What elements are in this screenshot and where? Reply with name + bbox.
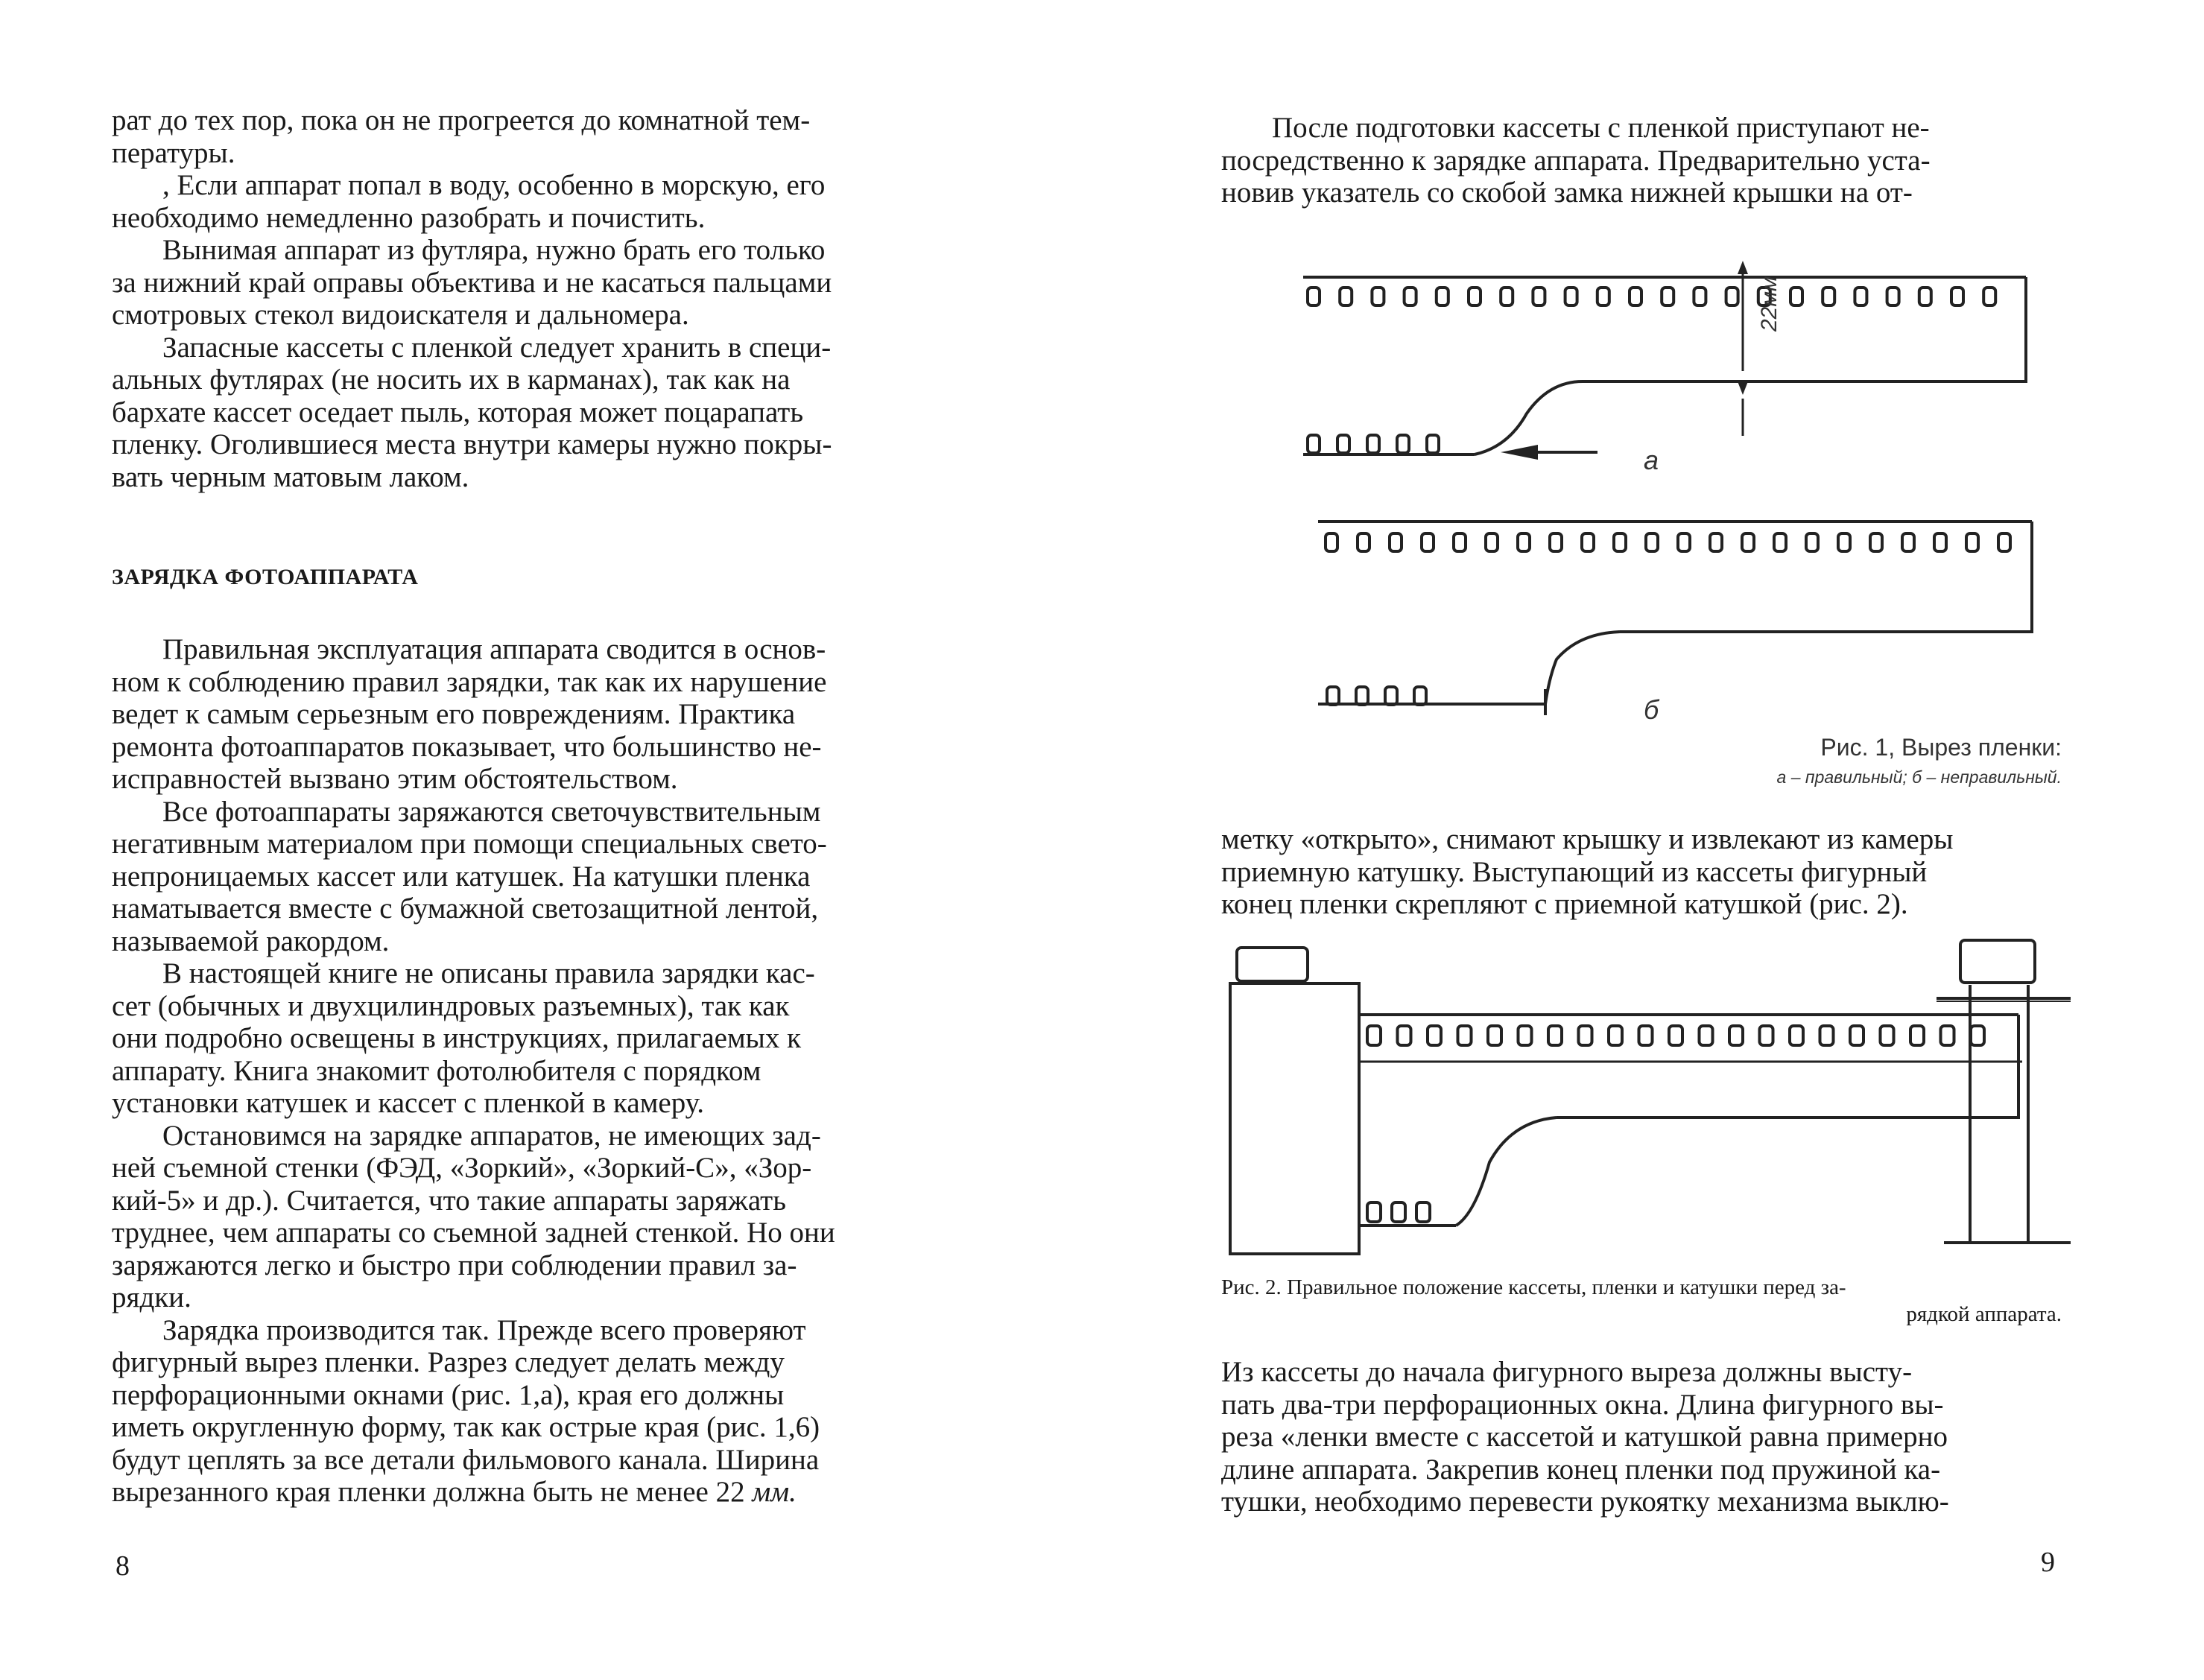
perforation-hole	[1367, 1026, 1381, 1045]
label-b: б	[1644, 694, 1659, 725]
perforation-hole	[1428, 1026, 1441, 1045]
perforation-hole	[1639, 1026, 1653, 1045]
loading-diagram	[1102, 0, 2204, 1304]
perforations-film-cut	[1367, 1202, 1430, 1222]
cassette-knob	[1237, 948, 1308, 981]
perforation-hole	[1941, 1026, 1954, 1045]
page-number: 9	[2041, 1547, 2055, 1578]
paragraph: Запасные кассеты с пленкой следует хранить в специ- альных футлярах (не носить их в карманах), так как на бархате кассет оседает пыль, которая может поцарапать пленку. Оголившиеся места внутри камеры нужно покры- вать черным матовым лаком.	[112, 331, 832, 493]
perforation-hole	[1850, 1026, 1863, 1045]
paragraph: Остановимся на зарядке аппаратов, не имеющих зад- ней съемной стенки (ФЭД, «Зоркий», «Зоркий-С», «Зор- кий-5» и др.). Считается, что такие аппараты заряжать труднее, чем аппараты со съемной задней стенкой. Но они заряжаются легко и быстро при соблюдении правил за- рядки.	[112, 1119, 835, 1313]
film-right-edge	[1557, 1015, 2018, 1118]
perforation-hole	[1548, 1026, 1562, 1045]
left-text-top	[112, 104, 982, 493]
perforation-hole	[1790, 1026, 1803, 1045]
dimension-label: 22мм	[1757, 276, 1782, 332]
figure-1-caption: Рис. 1, Вырез пленки: а – правильный; б – неправильный.	[1776, 734, 2062, 787]
label-a: а	[1644, 445, 1659, 475]
paragraph: После подготовки кассеты с пленкой приступают не- посредственно к зарядке аппарата. Предварительно уста- новив указатель со скобой замка нижней крышки на от-	[1221, 112, 1931, 209]
paragraph: метку «открыто», снимают крышку и извлекают из камеры приемную катушку. Выступающий из кассеты фигурный конец пленки скрепляют с приемной катушкой (рис. 2).	[1221, 823, 1954, 920]
page-number: 8	[115, 1550, 130, 1582]
perforation-hole	[1700, 1026, 1713, 1045]
paragraph: В настоящей книге не описаны правила зарядки кас- сет (обычных и двухцилиндровых разъемных), так как они подробно освещены в инструкциях, прилагаемых к аппарату. Книга знакомит фотолюбителя с порядком установки катушек и кассет с пленкой в камеру.	[112, 957, 815, 1119]
paragraph: Правильная эксплуатация аппарата сводится в основ- ном к соблюдению правил зарядки, так как их нарушение ведет к самым серьезным его повреждениям. Практика ремонта фотоаппаратов показывает, что большинство не- исправностей вызвано этим обстоятельством.	[112, 633, 827, 795]
perforation-hole	[1729, 1026, 1743, 1045]
perforation-hole	[1669, 1026, 1682, 1045]
film-cut-curve	[1456, 1118, 1557, 1226]
perforation-hole	[1579, 1026, 1592, 1045]
perforation-hole	[1458, 1026, 1472, 1045]
perforation-hole	[1488, 1026, 1501, 1045]
perforation-hole	[1760, 1026, 1773, 1045]
perforation-hole	[1820, 1026, 1834, 1045]
perforation-hole	[1609, 1026, 1622, 1045]
paragraph: Вынимая аппарат из футляра, нужно брать его только за нижний край оправы объектива и не касаться пальцами смотровых стекол видоискателя и дальномера.	[112, 234, 832, 331]
left-text-bottom	[112, 633, 982, 1509]
paragraph: Из кассеты до начала фигурного выреза должны высту- пать два-три перфорационных окна. Длина фигурного вы- реза «ленки вместе с кассетой и катушкой равна примерно длине аппарата. Закрепив конец пленки под пружиной ка- тушки, необходимо перевести рукоятку механизма выклю-	[1221, 1356, 1949, 1518]
perforation-hole	[1392, 1202, 1405, 1222]
perforation-hole	[1416, 1202, 1430, 1222]
perforation-hole	[1910, 1026, 1924, 1045]
perforation-hole	[1519, 1026, 1532, 1045]
paragraph: Все фотоаппараты заряжаются светочувствительным негативным материалом при помощи специальных свето- непроницаемых кассет или катушек. На катушки пленка наматывается вместе с бумажной светозащитной лентой, называемой ракордом.	[112, 795, 827, 957]
paragraph: рат до тех пор, пока он не прогреется до комнатной тем- пературы. , Если аппарат попал в воду, особенно в морскую, его необходимо немедленно разобрать и почистить.	[112, 104, 826, 234]
perforation-hole	[1398, 1026, 1411, 1045]
right-page	[1102, 0, 2204, 1680]
perforations-film	[1367, 1026, 1984, 1045]
right-text-bottom	[1221, 1356, 2062, 1518]
perforation-hole	[1971, 1026, 1984, 1045]
section-title: ЗАРЯДКА ФОТОАППАРАТА	[112, 565, 419, 589]
perforation-hole	[1367, 1202, 1381, 1222]
paragraph: Зарядка производится так. Прежде всего проверяют фигурный вырез пленки. Разрез следует делать между перфорационными окнами (рис. 1,а), края его должны иметь округленную форму, так как острые края (рис. 1,6) будут цеплять за все детали фильмового канала. Ширина вырезанного края пленки должна быть не менее 22 мм.	[112, 1313, 820, 1508]
cassette-body	[1230, 983, 1359, 1254]
perforation-hole	[1881, 1026, 1894, 1045]
figure-2-caption: Рис. 2. Правильное положение кассеты, пленки и катушки перед за- рядкой аппарата.	[1221, 1275, 2062, 1326]
spool-knob	[1960, 940, 2035, 983]
